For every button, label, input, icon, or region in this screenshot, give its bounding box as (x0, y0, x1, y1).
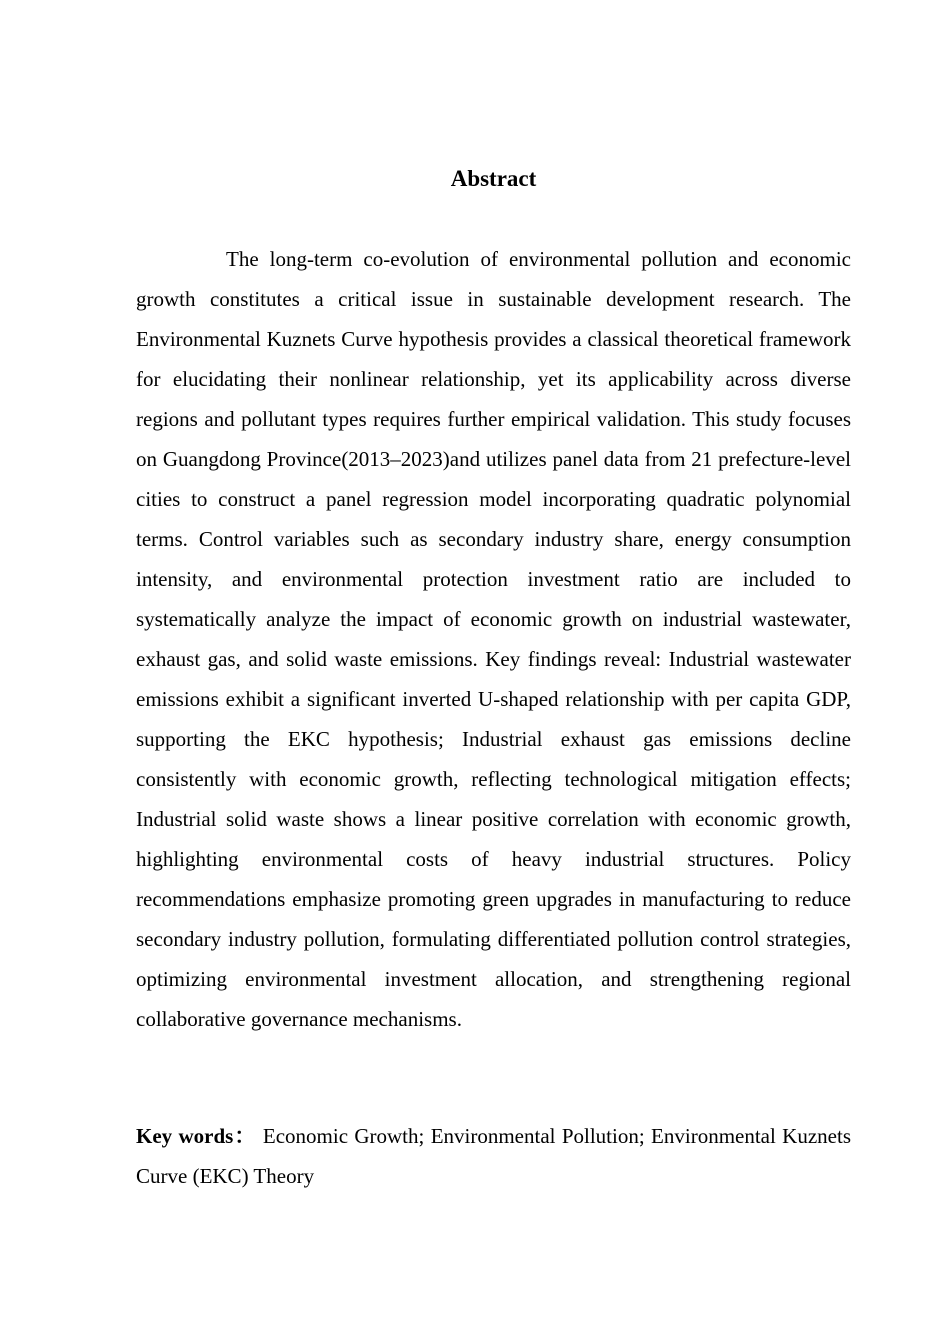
keywords-label: Key words： (136, 1124, 257, 1148)
abstract-body: The long-term co-evolution of environmental pollution and economic growth constitutes a critical issue in sustainable development research. The Environmental Kuznets Curve hypothesis provides a classical theoretical framework for elucidating their nonlinear relationship, yet its applicability across diverse regions and pollutant types requires further empirical validation. This study focuses on Guangdong Province(2013–2023)and utilizes panel data from 21 prefecture-level cities to construct a panel regression model incorporating quadratic polynomial terms. Control variables such as secondary industry share, energy consumption intensity, and environmental protection investment ratio are included to systematically analyze the impact of economic growth on industrial wastewater, exhaust gas, and solid waste emissions. Key findings reveal: Industrial wastewater emissions exhibit a significant inverted U-shaped relationship with per capita GDP, supporting the EKC hypothesis; Industrial exhaust gas emissions decline consistently with economic growth, reflecting technological mitigation effects; Industrial solid waste shows a linear positive correlation with economic growth, highlighting environmental costs of heavy industrial structures. Policy recommendations emphasize promoting green upgrades in manufacturing to reduce secondary industry pollution, formulating differentiated pollution control strategies, optimizing environmental investment allocation, and strengthening regional collaborative governance mechanisms. (136, 247, 851, 1031)
keywords-text: Economic Growth; Environmental Pollution; Environmental Kuznets Curve (EKC) Theory (136, 1124, 851, 1188)
abstract-title: Abstract (450, 166, 537, 191)
keywords-line (136, 1116, 851, 1196)
